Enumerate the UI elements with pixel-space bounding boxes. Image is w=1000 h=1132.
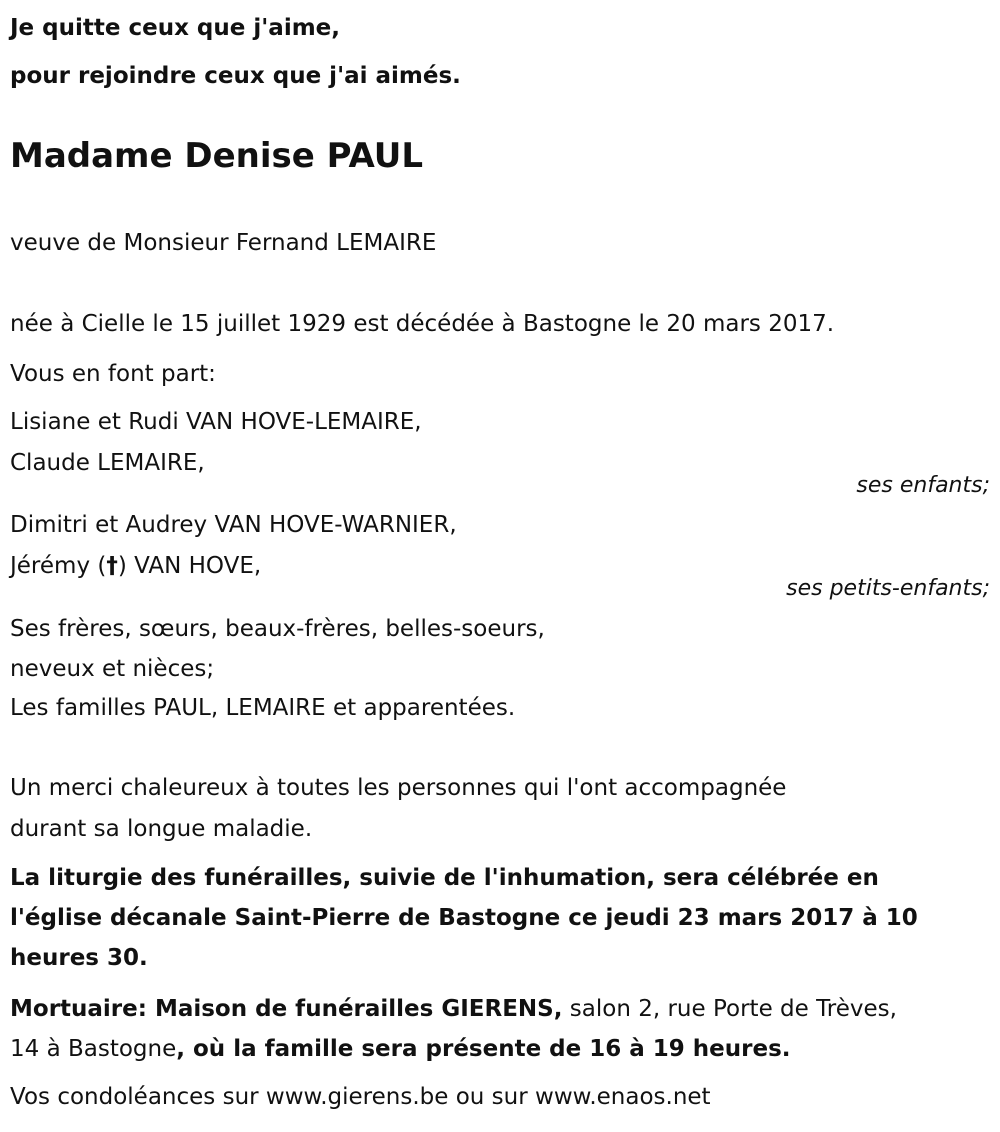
children-role: ses enfants;	[856, 473, 990, 498]
children-line-2: Claude LEMAIRE,	[10, 450, 205, 476]
mortuary-hours: , où la famille sera présente de 16 à 19 heures.	[176, 1036, 791, 1062]
announce-text: Vous en font part:	[10, 361, 216, 387]
cross-icon: †	[106, 553, 118, 579]
thanks-line-2: durant sa longue maladie.	[10, 816, 313, 842]
grandchildren-line-2-post: ) VAN HOVE,	[117, 553, 262, 579]
family-line-2: neveux et nièces;	[10, 656, 215, 682]
widow-of: veuve de Monsieur Fernand LEMAIRE	[10, 230, 437, 256]
grandchildren-role: ses petits-enfants;	[786, 576, 990, 601]
liturgy-line-3: heures 30.	[10, 945, 148, 971]
quote-line-2: pour rejoindre ceux que j'ai aimés.	[10, 63, 461, 89]
children-line-1: Lisiane et Rudi VAN HOVE-LEMAIRE,	[10, 409, 422, 435]
condolences-text: Vos condoléances sur www.gierens.be ou sur www.enaos.net	[10, 1084, 711, 1110]
grandchildren-line-1: Dimitri et Audrey VAN HOVE-WARNIER,	[10, 512, 457, 538]
mortuary-name: Mortuaire: Maison de funérailles GIERENS,	[10, 996, 563, 1022]
mortuary-city: 14 à Bastogne	[10, 1036, 177, 1062]
quote-line-1: Je quitte ceux que j'aime,	[10, 15, 341, 41]
liturgy-line-1: La liturgie des funérailles, suivie de l'inhumation, sera célébrée en	[10, 865, 879, 891]
thanks-line-1: Un merci chaleureux à toutes les personnes qui l'ont accompagnée	[10, 775, 787, 801]
deceased-name: Madame Denise PAUL	[10, 136, 423, 176]
mortuary-line-2	[10, 1035, 791, 1063]
grandchildren-line-2	[10, 552, 261, 580]
mortuary-address: salon 2, rue Porte de Trèves,	[562, 996, 897, 1022]
liturgy-line-2: l'église décanale Saint-Pierre de Bastogne ce jeudi 23 mars 2017 à 10	[10, 905, 918, 931]
family-line-3: Les familles PAUL, LEMAIRE et apparentées.	[10, 695, 516, 721]
mortuary-line-1	[10, 995, 897, 1023]
grandchildren-line-2-pre: Jérémy (	[10, 553, 107, 579]
family-line-1: Ses frères, sœurs, beaux-frères, belles-soeurs,	[10, 616, 545, 642]
birth-death-text: née à Cielle le 15 juillet 1929 est décédée à Bastogne le 20 mars 2017.	[10, 311, 835, 337]
